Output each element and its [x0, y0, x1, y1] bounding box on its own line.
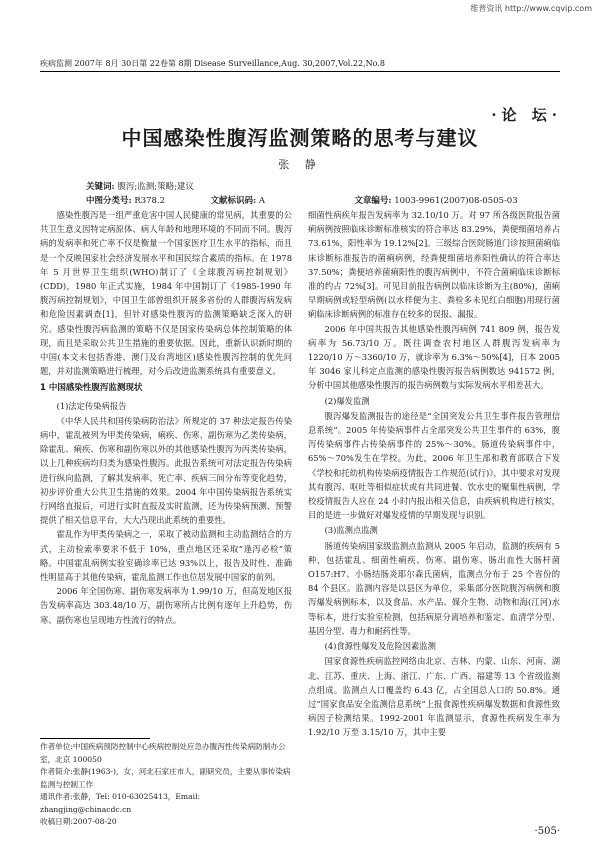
body-paragraph: 肠道传染病国家级监测点监测从 2005 年启动，监测的疾病有 5 种，包括霍乱、细菌性痢疾、伤寒、副伤寒、肠出血性大肠杆菌 O157:H7、小肠结肠炎耶尔森氏菌病，监测点分布于 25 个省份的 84 个县区。监测内容是以县区为单位，采集部分医院腹泻病例和腹泻爆发病例标本，以及食品、水产品、媒介生物、动物和海(江河)水等标本，进行实验室检测，包括病原分离培养和鉴定、血清学分型、基因分型、毒力和耐药性等。	[308, 540, 560, 636]
received-date: 收稿日期:2007-08-20	[40, 817, 117, 826]
doccode-label: 文献标识码:	[210, 196, 257, 206]
clc-code: R378.2	[134, 196, 166, 206]
body-paragraph: 腹泻爆发监测报告的途径是“全国突发公共卫生事件报告管理信息系统”。2005 年传染病事件占全部突发公共卫生事件的 63%，腹泻传染病事件占传染病事件的 25%～30%。肠道传染病事件中，65%～70%发生在学校。为此，2006 年卫生部和教育部联合下发《学校和托幼机构传染病疫情报告工作规范(试行)》，其中要求对发现其有腹泻、呕吐等相似症状或有共同进餐、饮水史的聚集性病例，学校疫情报告人应在 24 小时内报出相关信息，由疾病机构进行核实，目的是进一步做好对爆发疫情的早期发现与识别。	[308, 410, 560, 521]
body-paragraph: 霍乱作为甲类传染病之一，采取了被动监测和主动监测结合的方式，主动检索率要求不低于 10%，重点地区还采取“逢泻必检”策略。中国霍乱病例实验室确诊率已达 93%以上，报告及时性、准确性明显高于其他传染病，霍乱监测工作也位居发展中国家的前列。	[40, 529, 292, 583]
keywords-line	[86, 180, 194, 192]
author-profile: 作者简介:张静(1963-)，女，河北石家庄市人，副研究员，主要从事传染病监测与控制工作	[40, 767, 291, 789]
footnote-rule	[40, 738, 150, 739]
right-column	[308, 208, 560, 740]
section-tag: ·论 坛·	[491, 106, 562, 124]
header-rule	[40, 71, 560, 72]
contact-info: 通讯作者:张静，Tel: 010-63025413，Email: zhangjing@chinacdc.cn	[40, 792, 201, 814]
author: 张 静	[278, 158, 322, 171]
clc-label: 中图分类号:	[86, 196, 132, 206]
articleno: 1003-9961(2007)08-0505-03	[394, 196, 518, 206]
body-paragraph: 国家食源性疾病监控网络由北京、吉林、内蒙、山东、河南、湖北、江苏、重庆、上海、浙江、广东、广西、福建等 13 个省级监测点组成。监测点人口覆盖约 6.43 亿，占全国总人口的 50.8%。通过“国家食品安全监测信息系统”上报食源性疾病爆发数据和食源性致病因子检测结果。1992-2001 年监测显示，食源性疾病发生率为 1.92/10 万至 3.15/10 万，其中主要	[308, 656, 560, 738]
running-header: 疾病监测 2007年 8月 30日第 22卷第 8期 Disease Surveillance,Aug. 30,2007,Vol.22,No.8	[40, 59, 385, 68]
body-paragraph: 2006 年中国共报告其他感染性腹泻病例 741 809 例，报告发病率为 56.73/10 万。既往调查农村地区人群腹泻发病率为 1220/10 万～3360/10 万，就诊率为 6.3%～50%[4]，日本 2005 年 3046 家儿科定点监测的感染性腹泻报告病例数达 941572 例，分析中国其他感染性腹泻的报告病例数与实际发病水平相差甚大。	[308, 323, 560, 391]
keywords-label: 关键词:	[86, 182, 115, 192]
subsection-heading: (1)法定传染病报告	[56, 400, 127, 411]
author-unit: 作者单位:中国疾病预防控制中心疾病控制处应急办腹泻性传染病防制办公室，北京 100050	[40, 742, 286, 764]
subsection-heading: (4)食源性爆发及危险因素监测	[324, 641, 436, 652]
articleno-label: 文章编号:	[354, 196, 392, 206]
body-paragraph: 2006 年全国伤寒、副伤寒发病率为 1.99/10 万，但高发地区报告发病率高达 303.48/10 万，副伤寒所占比例有逐年上升趋势，伤寒、副伤寒也呈现地方性流行的特点。	[40, 586, 292, 625]
article-title: 中国感染性腹泻监测策略的思考与建议	[121, 126, 479, 150]
page-number: ·505·	[534, 826, 560, 837]
left-column	[40, 208, 292, 627]
doccode: A	[258, 196, 265, 206]
keywords: 腹泻;监测;策略;建议	[117, 182, 194, 192]
section-heading: 1 中国感染性腹泻监测现状	[40, 383, 143, 394]
watermark: 维普资讯 http://www.cqvip.com	[470, 4, 592, 13]
footnotes	[40, 741, 292, 829]
subsection-heading: (2)爆发监测	[324, 395, 370, 406]
subsection-heading: (3)监测点监测	[324, 525, 378, 536]
classification-line	[86, 194, 518, 206]
intro-paragraph: 感染性腹泻是一组严重危害中国人民健康的常见病，其重要的公共卫生意义因特定病原体、病人年龄和地理环境的不同而不同。腹泻病的发病率和死亡率不仅是衡量一个国家医疗卫生水平的指标，而且是一个反映国家社会经济发展水平和国民综合素质的指标。在 1978 年 5 月世界卫生组织(WHO)制订了《全球腹泻病控制规划》(CDD)，1980 年正式实施，1984 年中国制订了《1985-1990 年腹泻病控制规划》，中国卫生部曾组织开展多省份的人群腹泻病发病和危险因素调查[1]，但针对感染性腹泻的监测策略缺乏深入的研究。感染性腹泻病监测的策略不仅是国家传染病总体控制策略的体现，而且是采取公共卫生措施的重要依据。因此，重新认识新时期的中国(本文未包括香港、澳门及台湾地区)感染性腹泻控制的优先问题，并对监测策略进行梳理，对今后改进监测系统具有重要意义。	[40, 210, 292, 377]
body-paragraph: 细菌性病疾年报告发病率为 32.10/10 万。对 97 所各级医院报告菌痢病例按照临床诊断标准核实的符合率达 83.29%，粪便细菌培养占 73.61%，阳性率为 19.12%[2]。三级综合医院肠道门诊按照菌痢临床诊断标准报告的菌痢病例，经粪便细菌培养阳性确认的符合率达 37.50%；粪便培养菌痢阳性的腹泻病例中，不符合菌痢临床诊断标准的约占 72%[3]。可见目前报告病例以临床诊断为主(80%)，菌痢早期病例或轻型病例(以水样便为主、粪检多未见红白细胞)用现行菌痢临床诊断病例的标准存在较多的误报、漏报。	[308, 210, 560, 320]
body-paragraph: 《中华人民共和国传染病防治法》所规定的 37 种法定报告传染病中，霍乱被列为甲类传染病，痢疾、伤寒、副伤寒为乙类传染病，除霍乱、痢疾、伤寒和副伤寒以外的其他感染性腹泻为丙类传染病，以上几种疾病均归类为感染性腹泻。此报告系统可对法定报告传染病进行纵向监测，了解其发病率、死亡率、疾病三间分布等变化趋势，初步评价重大公共卫生措施的效果。2004 年中国传染病报告系统实行网络直报后，可进行实时直报及实时监测，还为传染病预测、预警提供了相关信息平台，大大凸现出此系统的重要性。	[40, 415, 292, 526]
